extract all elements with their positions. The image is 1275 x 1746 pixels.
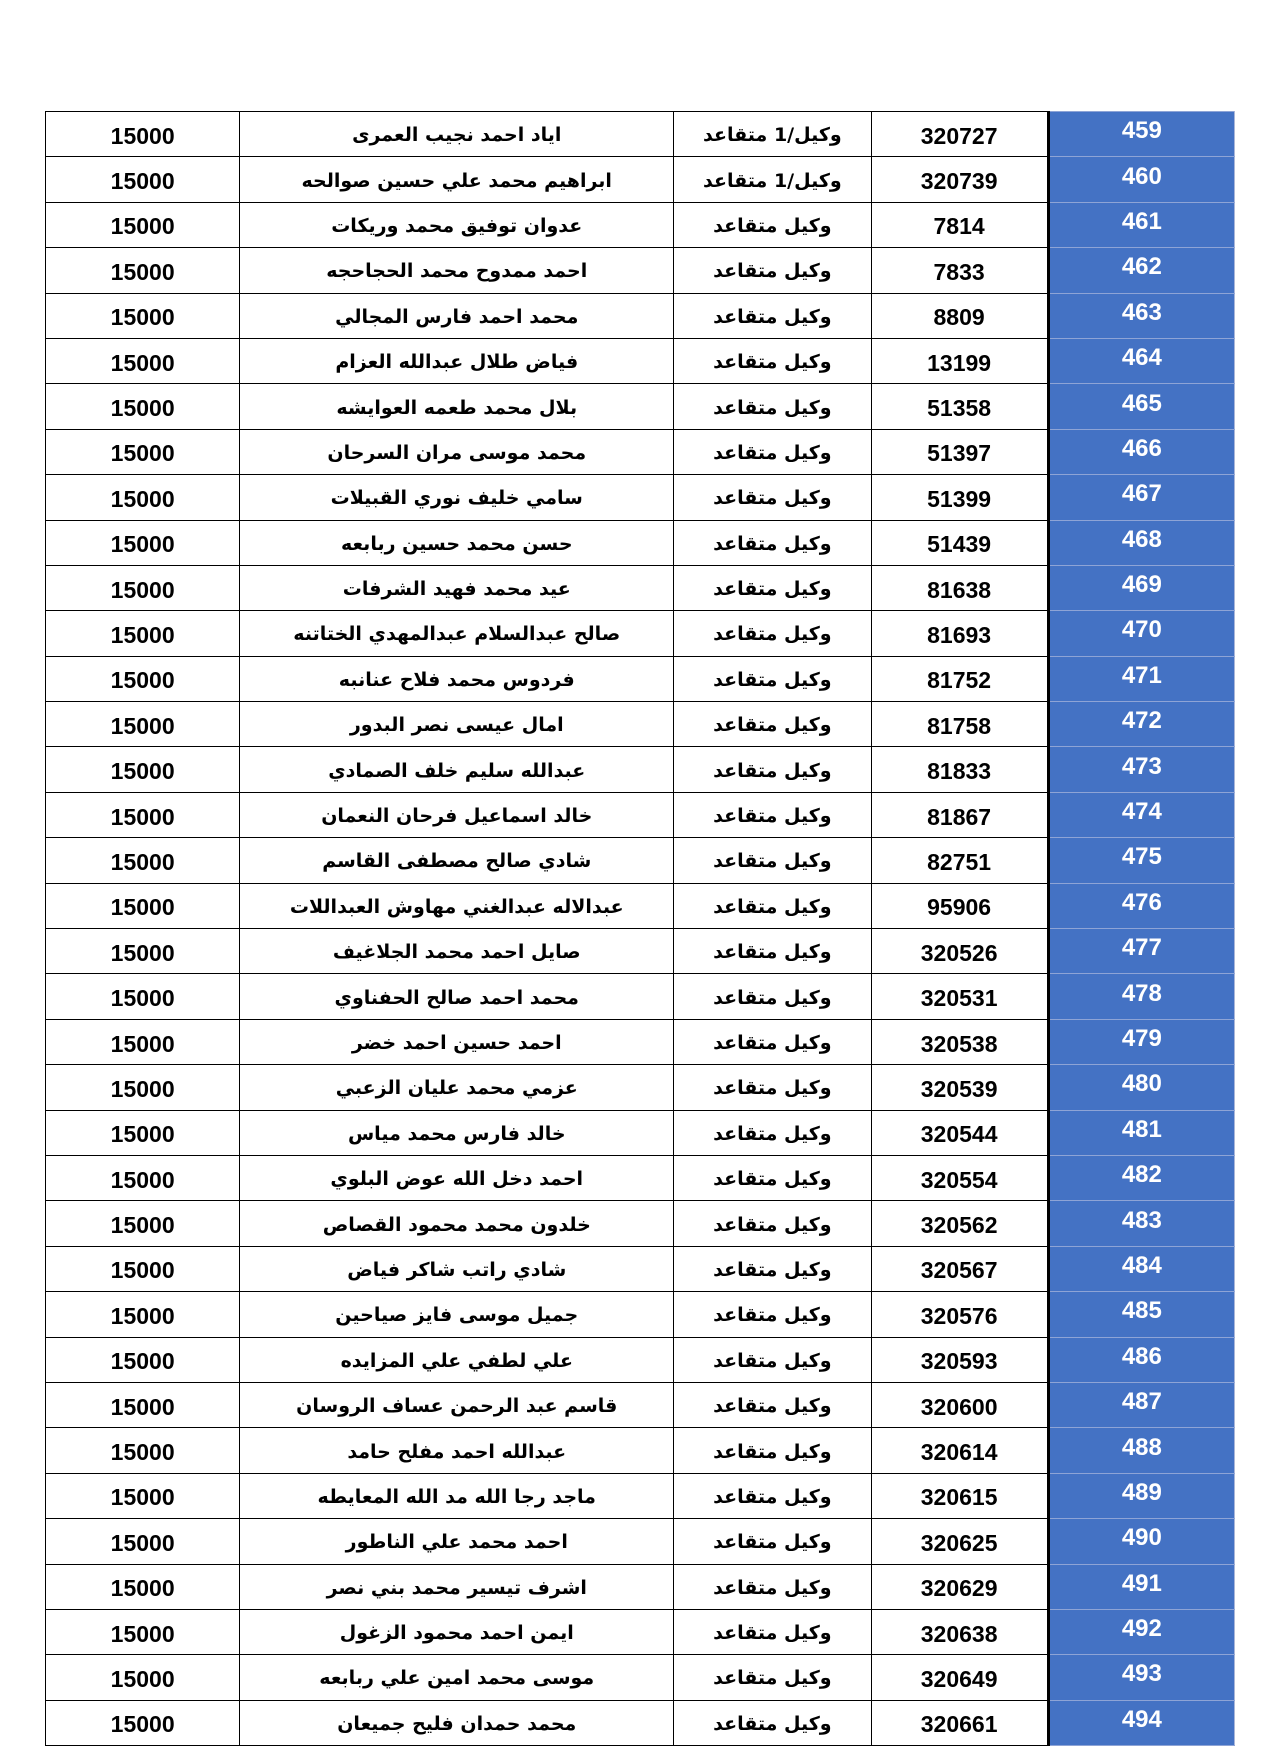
amount-cell: 15000 xyxy=(46,1292,240,1337)
sequence-number-cell: 475 xyxy=(1048,838,1234,883)
table-row xyxy=(46,112,1235,157)
rank-cell: وكيل متقاعد xyxy=(674,248,871,293)
amount-cell: 15000 xyxy=(46,1065,240,1110)
sequence-number-cell: 490 xyxy=(1048,1519,1234,1564)
name-cell: عبدالله سليم خلف الصمادي xyxy=(240,747,674,792)
id-number-cell: 320625 xyxy=(871,1519,1048,1564)
sequence-number-cell: 476 xyxy=(1048,883,1234,928)
id-number-cell: 320576 xyxy=(871,1292,1048,1337)
id-number-cell: 320661 xyxy=(871,1700,1048,1745)
id-number-cell: 95906 xyxy=(871,883,1048,928)
name-cell: صايل احمد محمد الجلاغيف xyxy=(240,929,674,974)
sequence-number-cell: 469 xyxy=(1048,565,1234,610)
rank-cell: وكيل متقاعد xyxy=(674,1519,871,1564)
rank-cell: وكيل متقاعد xyxy=(674,747,871,792)
id-number-cell: 13199 xyxy=(871,338,1048,383)
rank-cell: وكيل متقاعد xyxy=(674,1428,871,1473)
amount-cell: 15000 xyxy=(46,1110,240,1155)
name-cell: ايمن احمد محمود الزغول xyxy=(240,1609,674,1654)
table-row xyxy=(46,248,1235,293)
sequence-number-cell: 488 xyxy=(1048,1428,1234,1473)
name-cell: امال عيسى نصر البدور xyxy=(240,702,674,747)
amount-cell: 15000 xyxy=(46,520,240,565)
id-number-cell: 320539 xyxy=(871,1065,1048,1110)
table-row xyxy=(46,157,1235,202)
name-cell: محمد احمد فارس المجالي xyxy=(240,293,674,338)
table-row xyxy=(46,1519,1235,1564)
amount-cell: 15000 xyxy=(46,883,240,928)
table-row xyxy=(46,1473,1235,1518)
amount-cell: 15000 xyxy=(46,202,240,247)
name-cell: ماجد رجا الله مد الله المعايطه xyxy=(240,1473,674,1518)
rank-cell: وكيل متقاعد xyxy=(674,792,871,837)
rank-cell: وكيل متقاعد xyxy=(674,883,871,928)
sequence-number-cell: 467 xyxy=(1048,475,1234,520)
rank-cell: وكيل متقاعد xyxy=(674,1201,871,1246)
rank-cell: وكيل متقاعد xyxy=(674,1564,871,1609)
amount-cell: 15000 xyxy=(46,475,240,520)
amount-cell: 15000 xyxy=(46,792,240,837)
name-cell: صالح عبدالسلام عبدالمهدي الختاتنه xyxy=(240,611,674,656)
sequence-number-cell: 465 xyxy=(1048,384,1234,429)
name-cell: بلال محمد طعمه العوايشه xyxy=(240,384,674,429)
sequence-number-cell: 463 xyxy=(1048,293,1234,338)
table-row xyxy=(46,838,1235,883)
name-cell: موسى محمد امين علي ربابعه xyxy=(240,1655,674,1700)
name-cell: فردوس محمد فلاح عنانبه xyxy=(240,656,674,701)
name-cell: محمد موسى مران السرحان xyxy=(240,429,674,474)
table-row xyxy=(46,1382,1235,1427)
id-number-cell: 81752 xyxy=(871,656,1048,701)
amount-cell: 15000 xyxy=(46,1019,240,1064)
sequence-number-cell: 486 xyxy=(1048,1337,1234,1382)
amount-cell: 15000 xyxy=(46,1337,240,1382)
name-cell: شادي صالح مصطفى القاسم xyxy=(240,838,674,883)
sequence-number-cell: 479 xyxy=(1048,1019,1234,1064)
table-row xyxy=(46,747,1235,792)
amount-cell: 15000 xyxy=(46,248,240,293)
sequence-number-cell: 494 xyxy=(1048,1700,1234,1745)
rank-cell: وكيل متقاعد xyxy=(674,565,871,610)
table-row xyxy=(46,1019,1235,1064)
table-row xyxy=(46,1110,1235,1155)
name-cell: خالد فارس محمد مياس xyxy=(240,1110,674,1155)
id-number-cell: 51399 xyxy=(871,475,1048,520)
sequence-number-cell: 468 xyxy=(1048,520,1234,565)
name-cell: احمد ممدوح محمد الحجاحجه xyxy=(240,248,674,293)
table-row xyxy=(46,1700,1235,1745)
table-row xyxy=(46,1065,1235,1110)
id-number-cell: 320526 xyxy=(871,929,1048,974)
table-row xyxy=(46,1428,1235,1473)
rank-cell: وكيل متقاعد xyxy=(674,1473,871,1518)
amount-cell: 15000 xyxy=(46,1155,240,1200)
amount-cell: 15000 xyxy=(46,1382,240,1427)
amount-cell: 15000 xyxy=(46,1428,240,1473)
sequence-number-cell: 478 xyxy=(1048,974,1234,1019)
id-number-cell: 51358 xyxy=(871,384,1048,429)
sequence-number-cell: 483 xyxy=(1048,1201,1234,1246)
name-cell: خالد اسماعيل فرحان النعمان xyxy=(240,792,674,837)
table-row xyxy=(46,883,1235,928)
id-number-cell: 81693 xyxy=(871,611,1048,656)
name-cell: ابراهيم محمد علي حسين صوالحه xyxy=(240,157,674,202)
table-row xyxy=(46,1564,1235,1609)
name-cell: محمد حمدان فليح جميعان xyxy=(240,1700,674,1745)
rank-cell: وكيل متقاعد xyxy=(674,1382,871,1427)
amount-cell: 15000 xyxy=(46,1519,240,1564)
name-cell: عبدالاله عبدالغني مهاوش العبداللات xyxy=(240,883,674,928)
amount-cell: 15000 xyxy=(46,112,240,157)
rank-cell: وكيل متقاعد xyxy=(674,293,871,338)
sequence-number-cell: 474 xyxy=(1048,792,1234,837)
id-number-cell: 320562 xyxy=(871,1201,1048,1246)
rank-cell: وكيل متقاعد xyxy=(674,1292,871,1337)
rank-cell: وكيل متقاعد xyxy=(674,475,871,520)
rank-cell: وكيل متقاعد xyxy=(674,1246,871,1291)
name-cell: شادي راتب شاكر فياض xyxy=(240,1246,674,1291)
rank-cell: وكيل متقاعد xyxy=(674,1019,871,1064)
sequence-number-cell: 485 xyxy=(1048,1292,1234,1337)
name-cell: محمد احمد صالح الحفناوي xyxy=(240,974,674,1019)
rank-cell: وكيل متقاعد xyxy=(674,1110,871,1155)
rank-cell: وكيل متقاعد xyxy=(674,702,871,747)
amount-cell: 15000 xyxy=(46,1201,240,1246)
amount-cell: 15000 xyxy=(46,1700,240,1745)
amount-cell: 15000 xyxy=(46,974,240,1019)
sequence-number-cell: 473 xyxy=(1048,747,1234,792)
rank-cell: وكيل متقاعد xyxy=(674,338,871,383)
id-number-cell: 320567 xyxy=(871,1246,1048,1291)
amount-cell: 15000 xyxy=(46,747,240,792)
sequence-number-cell: 477 xyxy=(1048,929,1234,974)
id-number-cell: 320600 xyxy=(871,1382,1048,1427)
amount-cell: 15000 xyxy=(46,429,240,474)
name-cell: علي لطفي علي المزايده xyxy=(240,1337,674,1382)
table-row xyxy=(46,1292,1235,1337)
id-number-cell: 320638 xyxy=(871,1609,1048,1654)
amount-cell: 15000 xyxy=(46,1564,240,1609)
sequence-number-cell: 472 xyxy=(1048,702,1234,747)
amount-cell: 15000 xyxy=(46,338,240,383)
name-cell: حسن محمد حسين ربابعه xyxy=(240,520,674,565)
rank-cell: وكيل متقاعد xyxy=(674,202,871,247)
table-row xyxy=(46,475,1235,520)
amount-cell: 15000 xyxy=(46,565,240,610)
id-number-cell: 320554 xyxy=(871,1155,1048,1200)
id-number-cell: 82751 xyxy=(871,838,1048,883)
table-row xyxy=(46,202,1235,247)
rank-cell: وكيل متقاعد xyxy=(674,1337,871,1382)
name-cell: جميل موسى فايز صياحين xyxy=(240,1292,674,1337)
amount-cell: 15000 xyxy=(46,384,240,429)
name-cell: احمد محمد علي الناطور xyxy=(240,1519,674,1564)
name-cell: احمد دخل الله عوض البلوي xyxy=(240,1155,674,1200)
name-cell: خلدون محمد محمود القصاص xyxy=(240,1201,674,1246)
sequence-number-cell: 484 xyxy=(1048,1246,1234,1291)
sequence-number-cell: 489 xyxy=(1048,1473,1234,1518)
amount-cell: 15000 xyxy=(46,611,240,656)
sequence-number-cell: 492 xyxy=(1048,1609,1234,1654)
rank-cell: وكيل متقاعد xyxy=(674,838,871,883)
sequence-number-cell: 493 xyxy=(1048,1655,1234,1700)
name-cell: احمد حسين احمد خضر xyxy=(240,1019,674,1064)
table-row xyxy=(46,293,1235,338)
name-cell: عبدالله احمد مفلح حامد xyxy=(240,1428,674,1473)
table-row xyxy=(46,384,1235,429)
amount-cell: 15000 xyxy=(46,293,240,338)
table-row xyxy=(46,1246,1235,1291)
table-row xyxy=(46,429,1235,474)
id-number-cell: 81638 xyxy=(871,565,1048,610)
name-cell: قاسم عبد الرحمن عساف الروسان xyxy=(240,1382,674,1427)
table-row xyxy=(46,1337,1235,1382)
rank-cell: وكيل متقاعد xyxy=(674,929,871,974)
table-row xyxy=(46,929,1235,974)
rank-cell: وكيل متقاعد xyxy=(674,1655,871,1700)
rank-cell: وكيل متقاعد xyxy=(674,974,871,1019)
amount-cell: 15000 xyxy=(46,1609,240,1654)
table-row xyxy=(46,974,1235,1019)
rank-cell: وكيل متقاعد xyxy=(674,656,871,701)
sequence-number-cell: 482 xyxy=(1048,1155,1234,1200)
amount-cell: 15000 xyxy=(46,656,240,701)
sequence-number-cell: 471 xyxy=(1048,656,1234,701)
rank-cell: وكيل متقاعد xyxy=(674,1700,871,1745)
id-number-cell: 7833 xyxy=(871,248,1048,293)
amount-cell: 15000 xyxy=(46,702,240,747)
name-cell: اياد احمد نجيب العمرى xyxy=(240,112,674,157)
sequence-number-cell: 487 xyxy=(1048,1382,1234,1427)
id-number-cell: 320531 xyxy=(871,974,1048,1019)
rank-cell: وكيل متقاعد xyxy=(674,520,871,565)
sequence-number-cell: 470 xyxy=(1048,611,1234,656)
name-cell: عيد محمد فهيد الشرفات xyxy=(240,565,674,610)
id-number-cell: 81867 xyxy=(871,792,1048,837)
name-cell: عزمي محمد عليان الزعبي xyxy=(240,1065,674,1110)
table-row xyxy=(46,1201,1235,1246)
id-number-cell: 51439 xyxy=(871,520,1048,565)
id-number-cell: 320629 xyxy=(871,1564,1048,1609)
id-number-cell: 320615 xyxy=(871,1473,1048,1518)
amount-cell: 15000 xyxy=(46,157,240,202)
id-number-cell: 320614 xyxy=(871,1428,1048,1473)
sequence-number-cell: 491 xyxy=(1048,1564,1234,1609)
table-row xyxy=(46,565,1235,610)
id-number-cell: 81833 xyxy=(871,747,1048,792)
rank-cell: وكيل متقاعد xyxy=(674,1155,871,1200)
id-number-cell: 7814 xyxy=(871,202,1048,247)
sequence-number-cell: 480 xyxy=(1048,1065,1234,1110)
table-row xyxy=(46,338,1235,383)
id-number-cell: 320727 xyxy=(871,112,1048,157)
amount-cell: 15000 xyxy=(46,1473,240,1518)
beneficiaries-table xyxy=(45,111,1235,1746)
sequence-number-cell: 461 xyxy=(1048,202,1234,247)
rank-cell: وكيل متقاعد xyxy=(674,1609,871,1654)
table-row xyxy=(46,792,1235,837)
id-number-cell: 51397 xyxy=(871,429,1048,474)
table-body xyxy=(46,112,1235,1746)
name-cell: فياض طلال عبدالله العزام xyxy=(240,338,674,383)
id-number-cell: 8809 xyxy=(871,293,1048,338)
name-cell: عدوان توفيق محمد وريكات xyxy=(240,202,674,247)
id-number-cell: 81758 xyxy=(871,702,1048,747)
amount-cell: 15000 xyxy=(46,929,240,974)
rank-cell: وكيل/1 متقاعد xyxy=(674,112,871,157)
table-row xyxy=(46,611,1235,656)
sequence-number-cell: 466 xyxy=(1048,429,1234,474)
name-cell: سامي خليف نوري القبيلات xyxy=(240,475,674,520)
rank-cell: وكيل/1 متقاعد xyxy=(674,157,871,202)
id-number-cell: 320538 xyxy=(871,1019,1048,1064)
id-number-cell: 320739 xyxy=(871,157,1048,202)
sequence-number-cell: 464 xyxy=(1048,338,1234,383)
table-row xyxy=(46,1655,1235,1700)
table-row xyxy=(46,1609,1235,1654)
amount-cell: 15000 xyxy=(46,1655,240,1700)
sequence-number-cell: 460 xyxy=(1048,157,1234,202)
table-row xyxy=(46,702,1235,747)
sequence-number-cell: 462 xyxy=(1048,248,1234,293)
id-number-cell: 320544 xyxy=(871,1110,1048,1155)
sequence-number-cell: 459 xyxy=(1048,112,1234,157)
id-number-cell: 320649 xyxy=(871,1655,1048,1700)
table-row xyxy=(46,1155,1235,1200)
rank-cell: وكيل متقاعد xyxy=(674,429,871,474)
table-row xyxy=(46,656,1235,701)
sequence-number-cell: 481 xyxy=(1048,1110,1234,1155)
table-row xyxy=(46,520,1235,565)
amount-cell: 15000 xyxy=(46,1246,240,1291)
amount-cell: 15000 xyxy=(46,838,240,883)
rank-cell: وكيل متقاعد xyxy=(674,1065,871,1110)
name-cell: اشرف تيسير محمد بني نصر xyxy=(240,1564,674,1609)
rank-cell: وكيل متقاعد xyxy=(674,384,871,429)
id-number-cell: 320593 xyxy=(871,1337,1048,1382)
rank-cell: وكيل متقاعد xyxy=(674,611,871,656)
